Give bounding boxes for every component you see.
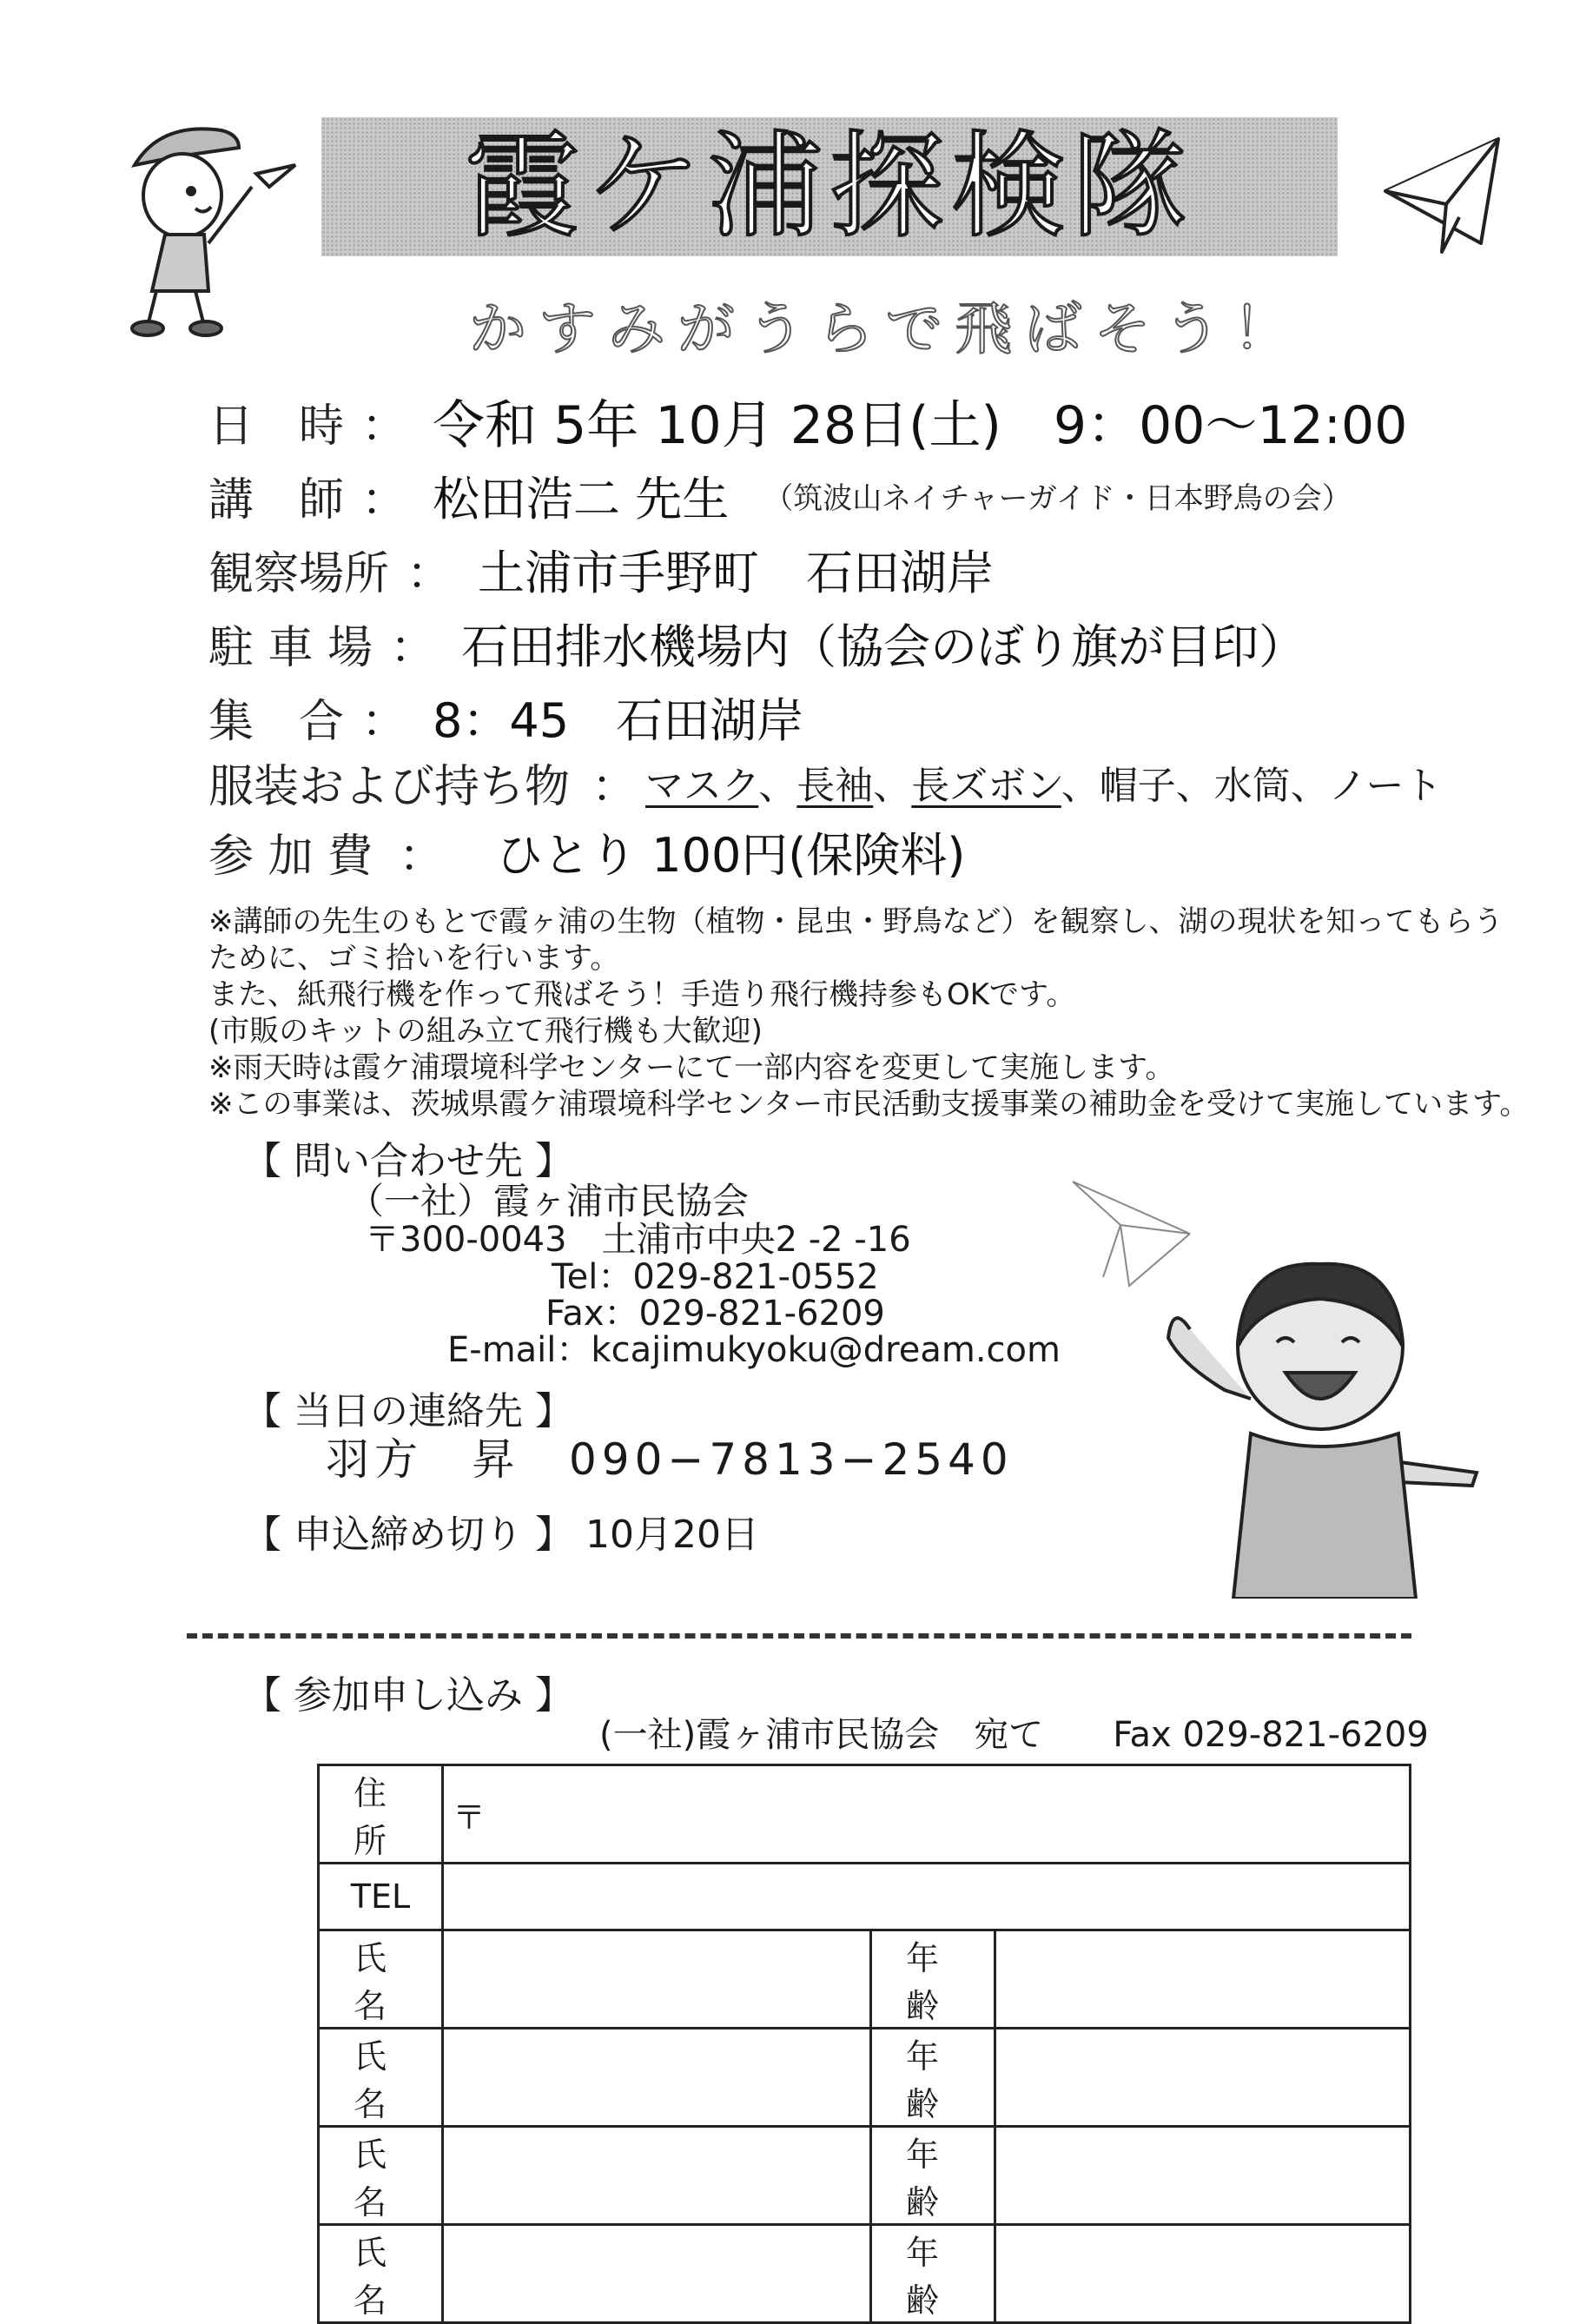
page-title: 霞ケ浦探検隊 [465, 120, 1194, 254]
info-value: 土浦市手野町 石田湖岸 [478, 545, 995, 600]
name-field[interactable] [443, 1930, 871, 2029]
name-field[interactable] [443, 2225, 871, 2323]
age-field[interactable] [995, 2029, 1411, 2127]
cut-line-divider [187, 1633, 1411, 1639]
info-row-meeting: 集 合 ： 8：45 石田湖岸 [208, 678, 803, 756]
info-label: 講 師 [208, 473, 345, 526]
note-line: ※雨天時は霞ケ浦環境科学センターにて一部内容を変更して実施します。 [208, 1050, 1175, 1085]
application-heading: 【 参加申し込み 】 [243, 1673, 573, 1718]
postal-mark: 〒 [453, 1798, 486, 1837]
info-value: 令和 5年 10月 28日(土) 9：00〜12:00 [433, 395, 1408, 456]
belonging-item: マスク [645, 764, 759, 808]
title-banner [321, 117, 1338, 256]
form-row-participant [319, 2225, 1411, 2323]
info-row-location: 観察場所 ： 土浦市手野町 石田湖岸 [208, 530, 994, 608]
belongings-list: マスク、長袖、長ズボン、帽子、水筒、ノート [645, 764, 1443, 808]
tel-label: TEL [319, 1864, 443, 1930]
belonging-item: 長袖 [796, 764, 874, 808]
address-label: 住所 [319, 1765, 443, 1864]
info-value: 8：45 石田湖岸 [433, 692, 804, 748]
info-label: 服装および持ち物 [208, 760, 571, 813]
info-label: 観察場所 [208, 547, 390, 600]
note-line: ために、ゴミ拾いを行います。 [208, 941, 620, 976]
age-label: 年齢 [871, 1930, 995, 2029]
waving-boy-illustration [1155, 1251, 1485, 1599]
note-line: ※この事業は、茨城県霞ケ浦環境科学センター市民活動支援事業の補助金を受けて実施しています。 [208, 1087, 1530, 1122]
deadline-heading [243, 1503, 759, 1559]
form-row-participant [319, 2029, 1411, 2127]
info-row-instructor: 講 師 ： 松田浩二 先生 （筑波山ネイチャーガイド・日本野鳥の会） [208, 456, 1352, 534]
info-row-fee: 参 加 費 ： ひとり 100円(保険料) [208, 812, 965, 891]
info-label: 駐 車 場 [208, 621, 373, 674]
name-label: 氏名 [319, 1930, 443, 2029]
day-contact-value: 羽方 昇 090−7813−2540 [326, 1434, 1014, 1485]
tel-field[interactable] [443, 1864, 1411, 1930]
belonging-item: 帽子 [1099, 764, 1176, 808]
age-label: 年齢 [871, 2225, 995, 2323]
day-contact-heading: 【 当日の連絡先 】 [243, 1389, 573, 1433]
page-subtitle: かすみがうらで飛ばそう！ [469, 295, 1303, 362]
form-row-participant [319, 1930, 1411, 2029]
age-label: 年齢 [871, 2029, 995, 2127]
name-label: 氏名 [319, 2127, 443, 2225]
name-field[interactable] [443, 2029, 871, 2127]
info-label: 集 合 [208, 695, 345, 748]
info-note: （筑波山ネイチャーガイド・日本野鳥の会） [763, 480, 1352, 516]
form-row-participant [319, 2127, 1411, 2225]
contact-tel: Tel：029-821-0552 [552, 1257, 879, 1297]
info-row-belongings: 服装および持ち物 ： マスク、長袖、長ズボン、帽子、水筒、ノート [208, 743, 1442, 821]
application-form-table [317, 1764, 1411, 2324]
age-field[interactable] [995, 1930, 1411, 2029]
application-addressee: (一社)霞ヶ浦市民協会 宛て Fax 029-821-6209 [599, 1715, 1429, 1755]
contact-fax: Fax：029-821-6209 [545, 1294, 885, 1334]
boy-mascot-illustration [109, 104, 326, 339]
note-line: (市販のキットの組み立て飛行機も大歓迎) [208, 1014, 763, 1049]
deadline-value: 10月20日 [585, 1513, 759, 1557]
contact-email: E-mail：kcajimukyoku@dream.com [447, 1330, 1061, 1370]
contact-heading: 【 問い合わせ先 】 [243, 1139, 573, 1183]
info-value: ひとり 100円(保険料) [496, 827, 966, 883]
info-row-datetime: 日 時 ： 令和 5年 10月 28日(土) 9：00〜12:00 [208, 382, 1407, 460]
belonging-item: ノート [1328, 764, 1443, 808]
belonging-item: 長ズボン [911, 764, 1061, 808]
info-row-parking: 駐 車 場 ： 石田排水機場内（協会のぼり旗が目印） [208, 604, 1305, 682]
paper-plane-icon [1377, 130, 1507, 261]
note-line: また、紙飛行機を作って飛ばそう！手造り飛行機持参もOKです。 [208, 977, 1076, 1012]
deadline-label: 【 申込締め切り 】 [243, 1513, 573, 1557]
form-row-address [319, 1765, 1411, 1864]
note-line: ※講師の先生のもとで霞ヶ浦の生物（植物・昆虫・野鳥など）を観察し、湖の現状を知ってもらう [208, 904, 1504, 939]
notes-section [208, 904, 1529, 1122]
age-field[interactable] [995, 2225, 1411, 2323]
info-value: 松田浩二 先生 [433, 471, 730, 526]
belonging-item: 水筒 [1213, 764, 1291, 808]
info-label: 日 時 [208, 400, 345, 453]
age-label: 年齢 [871, 2127, 995, 2225]
age-field[interactable] [995, 2127, 1411, 2225]
name-field[interactable] [443, 2127, 871, 2225]
name-label: 氏名 [319, 2029, 443, 2127]
form-row-tel [319, 1864, 1411, 1930]
contact-address: 〒300-0043 土浦市中央2 -2 -16 [365, 1220, 911, 1260]
name-label: 氏名 [319, 2225, 443, 2323]
address-field[interactable] [443, 1765, 1411, 1864]
info-value: 石田排水機場内（協会のぼり旗が目印） [461, 619, 1306, 674]
info-label: 参 加 費 [208, 830, 373, 883]
contact-org: （一社）霞ヶ浦市民協会 [347, 1180, 750, 1222]
